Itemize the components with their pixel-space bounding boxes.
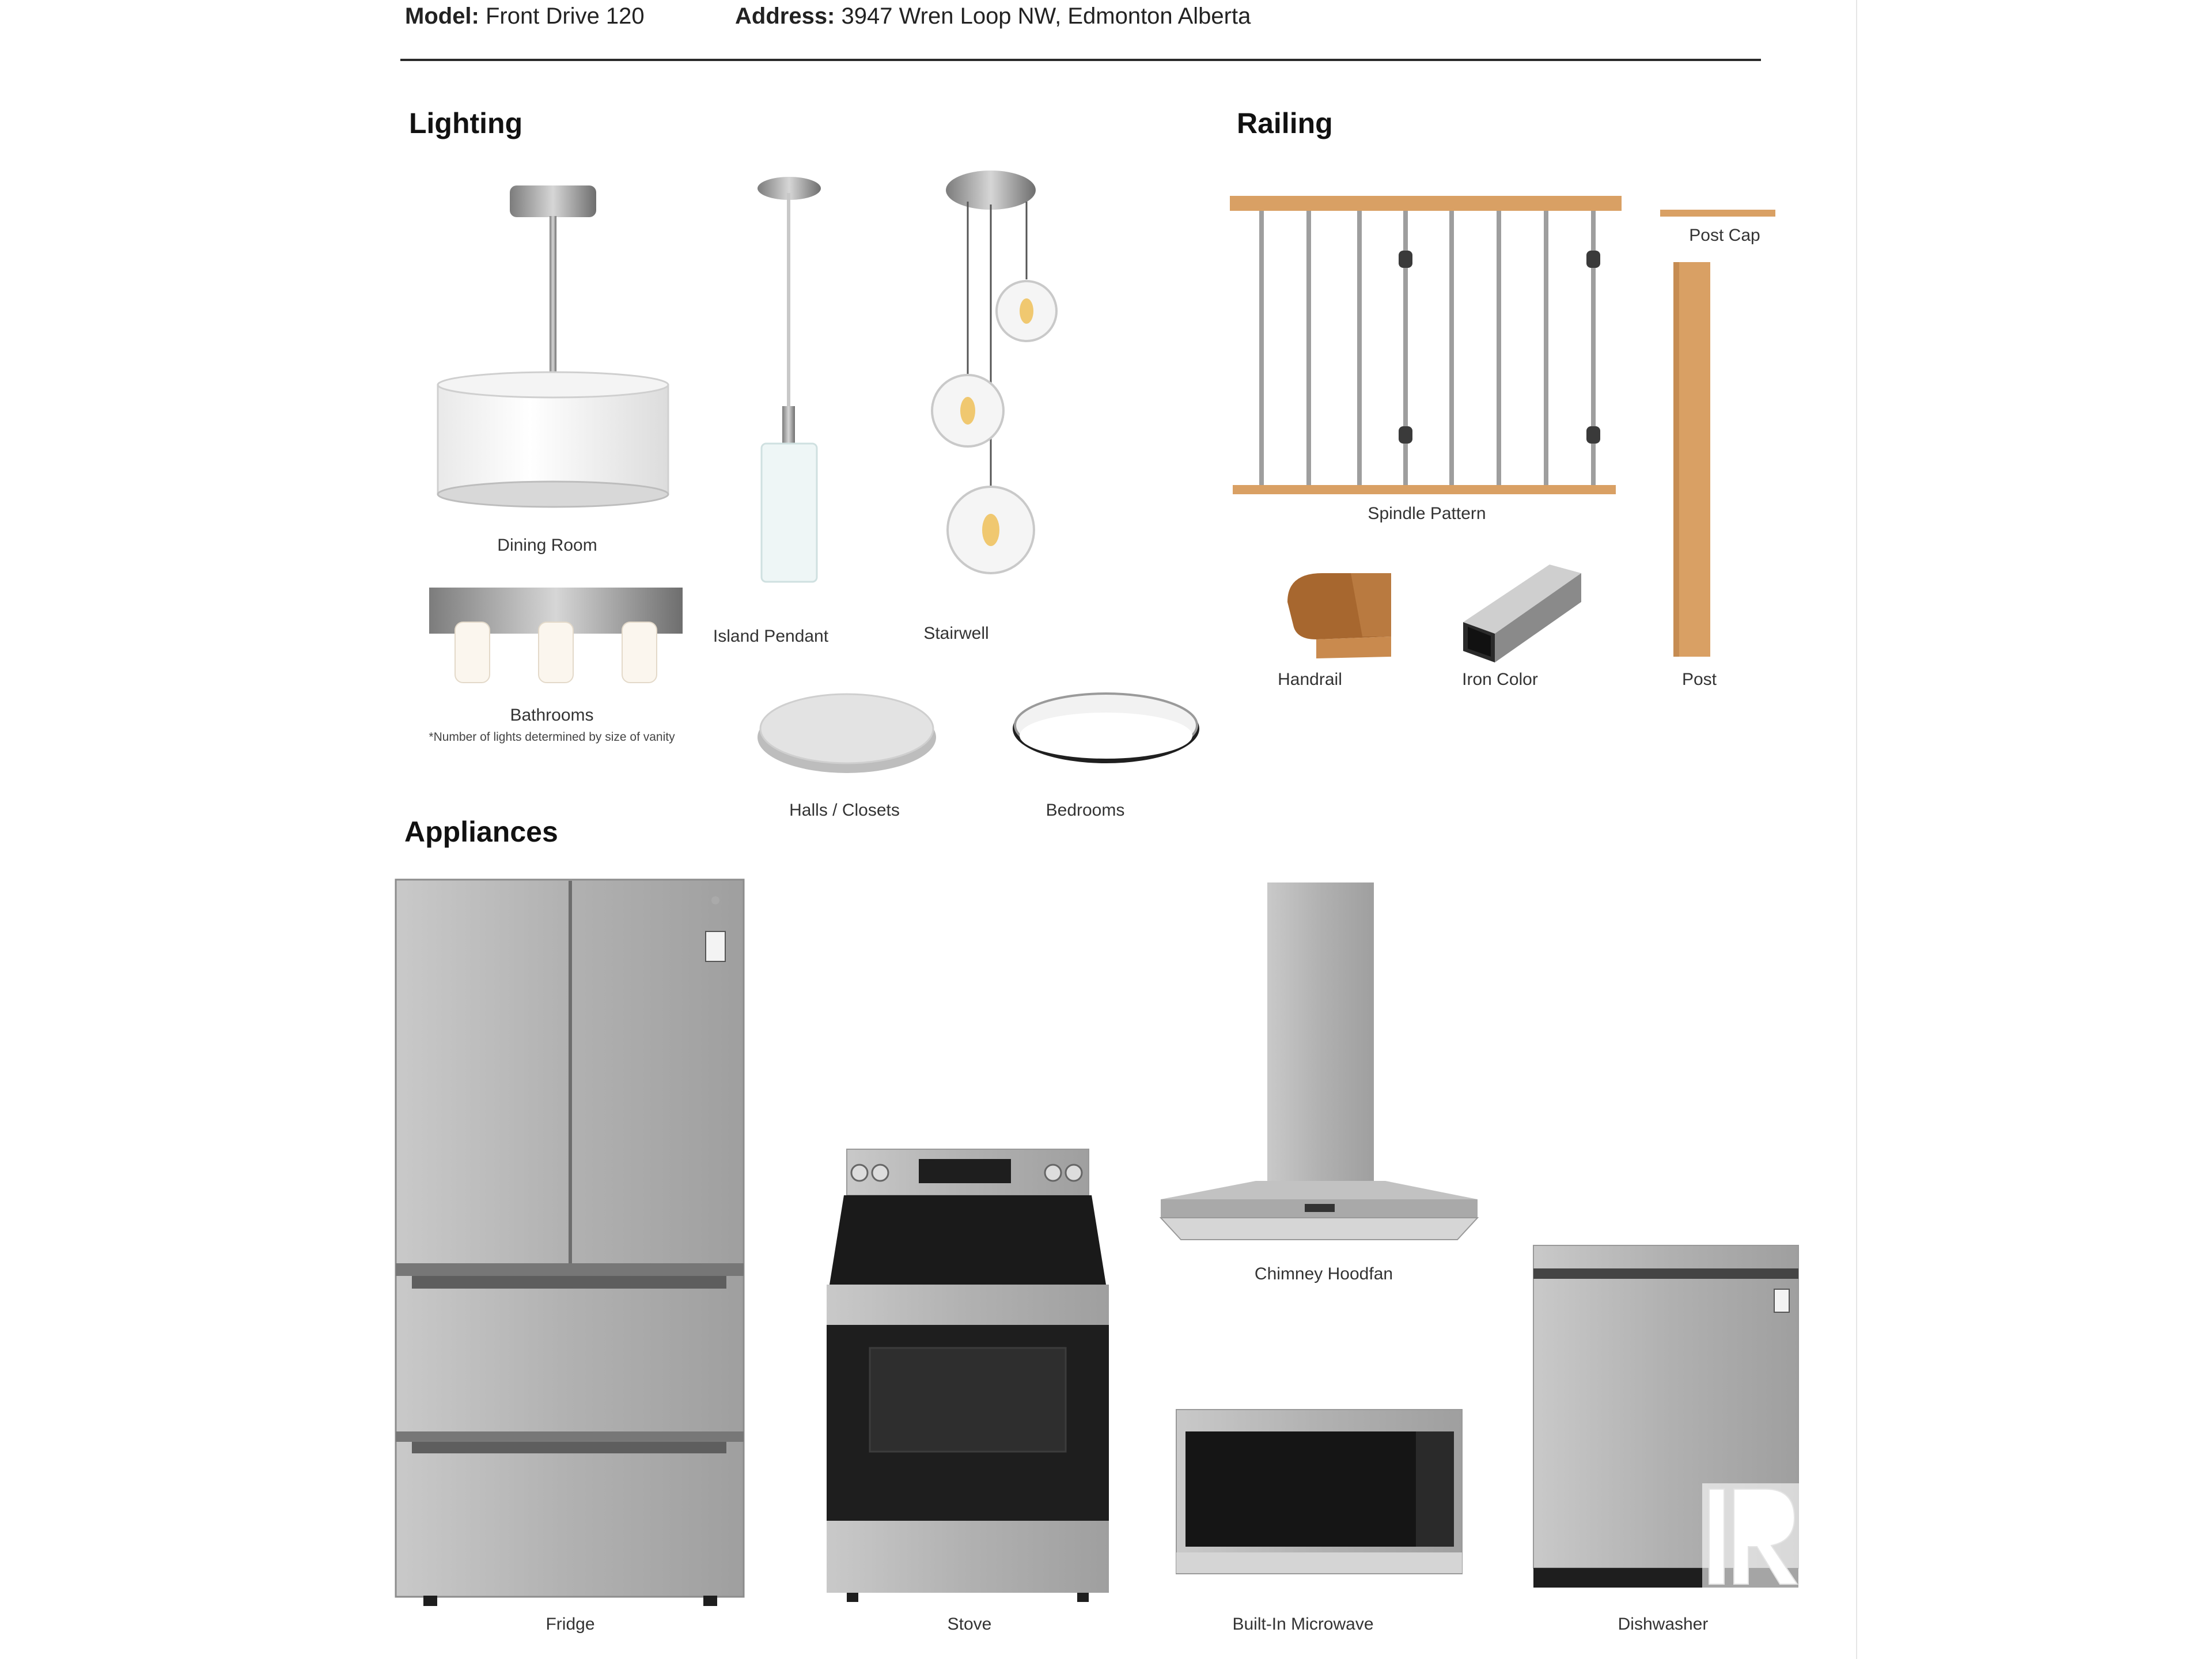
dishwasher-label: Dishwasher (1618, 1615, 1709, 1634)
post-cap-label: Post Cap (1689, 226, 1760, 245)
stove-image (824, 1146, 1112, 1607)
bedrooms-label: Bedrooms (1046, 801, 1125, 820)
lighting-title: Lighting (409, 107, 523, 139)
stairwell-light-image (904, 170, 1077, 585)
stove-label: Stove (947, 1615, 992, 1634)
bathrooms-label: Bathrooms (510, 706, 594, 725)
fridge-label: Fridge (546, 1615, 595, 1634)
spindle-pattern-label: Spindle Pattern (1368, 504, 1486, 523)
model-field (405, 3, 645, 29)
address-label: Address: (735, 3, 835, 29)
address-field (735, 3, 1251, 29)
model-value: Front Drive 120 (486, 3, 645, 29)
dining-room-label: Dining Room (497, 536, 597, 555)
bedrooms-light-image (1008, 683, 1204, 769)
header-divider (400, 59, 1761, 61)
post-image (1673, 262, 1710, 657)
chimney-hoodfan-label: Chimney Hoodfan (1254, 1264, 1393, 1283)
address-value: 3947 Wren Loop NW, Edmonton Alberta (841, 3, 1251, 29)
handrail-image (1282, 567, 1397, 660)
watermark-logo (1702, 1483, 1800, 1590)
microwave-image (1175, 1408, 1463, 1575)
island-pendant-image (749, 176, 830, 590)
iron-color-image (1463, 565, 1584, 662)
stairwell-label: Stairwell (923, 624, 989, 643)
page-edge-line (1856, 0, 1857, 1659)
post-cap-image (1660, 209, 1775, 220)
chimney-hoodfan-image (1158, 881, 1480, 1244)
railing-title: Railing (1237, 107, 1333, 139)
model-label: Model: (405, 3, 479, 29)
halls-closets-label: Halls / Closets (789, 801, 900, 820)
spindle-pattern-image (1227, 190, 1624, 501)
halls-closets-light-image (755, 685, 939, 778)
island-pendant-label: Island Pendant (713, 627, 829, 646)
bathroom-light-image (426, 582, 685, 691)
handrail-label: Handrail (1278, 670, 1342, 689)
appliances-title: Appliances (404, 816, 558, 848)
post-label: Post (1681, 670, 1717, 689)
dining-room-light-image (432, 179, 674, 513)
fridge-image (395, 878, 746, 1610)
bathrooms-note: *Number of lights determined by size of vanity (429, 730, 675, 744)
microwave-label: Built-In Microwave (1232, 1615, 1374, 1634)
iron-color-label: Iron Color (1462, 670, 1538, 689)
